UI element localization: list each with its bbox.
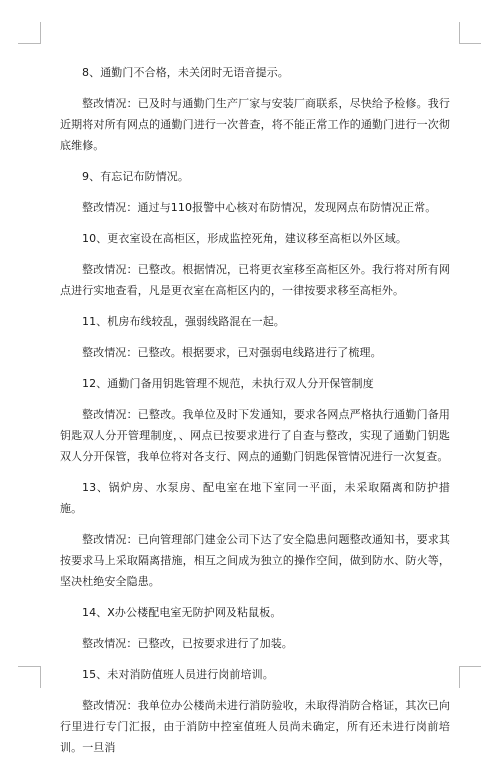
rectification-13: 整改情况：已向管理部门建金公司下达了安全隐患问题整改通知书，要求其按要求马上采取隔离措施，相互之间成为独立的操作空间，做到防水、防火等，坚决杜绝安全隐患。 (60, 533, 450, 588)
crop-mark-top-left-v (40, 22, 41, 44)
crop-mark-top-left-h (18, 43, 40, 44)
rectification-12: 整改情况：已整改。我单位及时下发通知，要求各网点严格执行通勤门备用钥匙双人分开管理制度，、网点已按要求进行了自查与整改，实现了通勤门钥匙双人分开保管，我单位将对各支行、网点的通勤门钥匙保管情况进行一次复查。 (60, 408, 450, 463)
item-heading-15: 15、未对消防值班人员进行岗前培训。 (82, 668, 274, 681)
document-body (60, 62, 450, 768)
item-heading-12: 12、通勤门备用钥匙管理不规范，未执行双人分开保管制度 (82, 377, 374, 390)
item-heading-10: 10、更衣室设在高柜区，形成监控死角，建议移至高柜以外区域。 (82, 232, 407, 245)
crop-mark-top-right-v (459, 22, 460, 44)
rectification-14: 整改情况：已整改，已按要求进行了加装。 (82, 637, 293, 650)
rectification-10: 整改情况：已整改。根据情况，已将更衣室移至高柜区外。我行将对所有网点进行实地查看，凡是更衣室在高柜区内的，一律按要求移至高柜外。 (60, 263, 450, 297)
crop-mark-bottom-left-h (18, 666, 40, 667)
item-heading-9: 9、有忘记布防情况。 (82, 170, 189, 183)
crop-mark-bottom-right-h (459, 666, 481, 667)
rectification-15: 整改情况：我单位办公楼尚未进行消防验收，未取得消防合格证，其次已向行里进行专门汇报，由于消防中控室值班人员尚未确定，所有还未进行岗前培训。一旦消 (60, 699, 450, 754)
crop-mark-top-right-h (459, 43, 481, 44)
crop-mark-bottom-left-v (40, 666, 41, 688)
rectification-11: 整改情况：已整改。根据要求，已对强弱电线路进行了梳理。 (82, 346, 382, 359)
item-heading-11: 11、机房布线较乱，强弱线路混在一起。 (82, 315, 285, 328)
item-heading-14: 14、X办公楼配电室无防护网及粘鼠板。 (82, 606, 282, 619)
crop-mark-bottom-right-v (459, 666, 460, 688)
rectification-8: 整改情况：已及时与通勤门生产厂家与安装厂商联系，尽快给予检修。我行近期将对所有网点的通勤门进行一次普查，将不能正常工作的通勤门进行一次彻底维修。 (60, 97, 450, 152)
rectification-9: 整改情况：通过与110报警中心核对布防情况，发现网点布防情况正常。 (82, 201, 437, 214)
item-heading-8: 8、通勤门不合格，未关闭时无语音提示。 (82, 66, 289, 79)
item-heading-13: 13、锅炉房、水泵房、配电室在地下室同一平面，未采取隔离和防护措施。 (60, 481, 450, 515)
